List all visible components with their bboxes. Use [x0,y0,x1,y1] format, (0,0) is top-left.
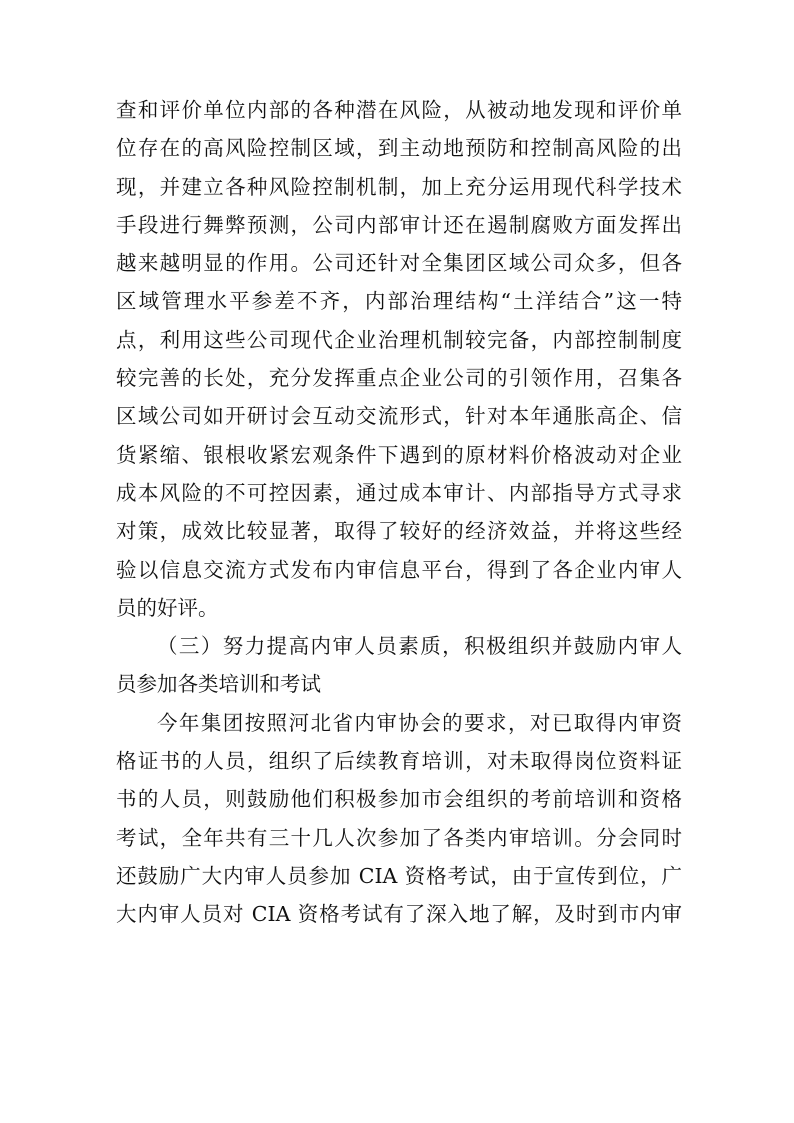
paragraph-line: 区域管理水平参差不齐，内部治理结构“土洋结合”这一特 [116,289,682,314]
paragraph-line: 手段进行舞弊预测，公司内部审计还在遏制腐败方面发挥出 [116,212,682,237]
paragraph-line: 书的人员，则鼓励他们积极参加市会组织的考前培训和资格 [116,787,682,812]
paragraph-line: 成本风险的不可控因素，通过成本审计、内部指导方式寻求 [116,480,682,505]
paragraph-line: 今年集团按照河北省内审协会的要求，对已取得内审资 [157,710,682,735]
paragraph-line: 区域公司如开研讨会互动交流形式，针对本年通胀高企、信 [116,404,682,429]
section-heading-line: （三）努力提高内审人员素质，积极组织并鼓励内审人 [157,634,682,659]
paragraph-line: 员的好评。 [116,595,219,620]
paragraph-line: 验以信息交流方式发布内审信息平台，得到了各企业内审人 [116,557,682,582]
paragraph-line: 货紧缩、银根收紧宏观条件下遇到的原材料价格波动对企业 [116,442,682,467]
paragraph-line: 越来越明显的作用。公司还针对全集团区域公司众多，但各 [116,251,682,276]
paragraph-line: 大内审人员对 CIA 资格考试有了深入地了解，及时到市内审 [116,902,682,927]
paragraph-line: 查和评价单位内部的各种潜在风险，从被动地发现和评价单 [116,98,682,122]
paragraph-line: 还鼓励广大内审人员参加 CIA 资格考试，由于宣传到位，广 [116,863,682,888]
paragraph-line: 位存在的高风险控制区域，到主动地预防和控制高风险的出 [116,136,682,161]
paragraph-line: 较完善的长处，充分发挥重点企业公司的引领作用，召集各 [116,366,682,391]
paragraph-line: 考试，全年共有三十几人次参加了各类内审培训。分会同时 [116,825,682,850]
paragraph-line: 点，利用这些公司现代企业治理机制较完备，内部控制制度 [116,327,682,352]
body-text [116,91,682,934]
paragraph-line: 格证书的人员，组织了后续教育培训，对未取得岗位资料证 [116,749,682,774]
paragraph-line: 现，并建立各种风险控制机制，加上充分运用现代科学技术 [116,174,682,199]
section-heading-line: 员参加各类培训和考试 [116,672,321,697]
paragraph-line: 对策，成效比较显著，取得了较好的经济效益，并将这些经 [116,519,682,544]
